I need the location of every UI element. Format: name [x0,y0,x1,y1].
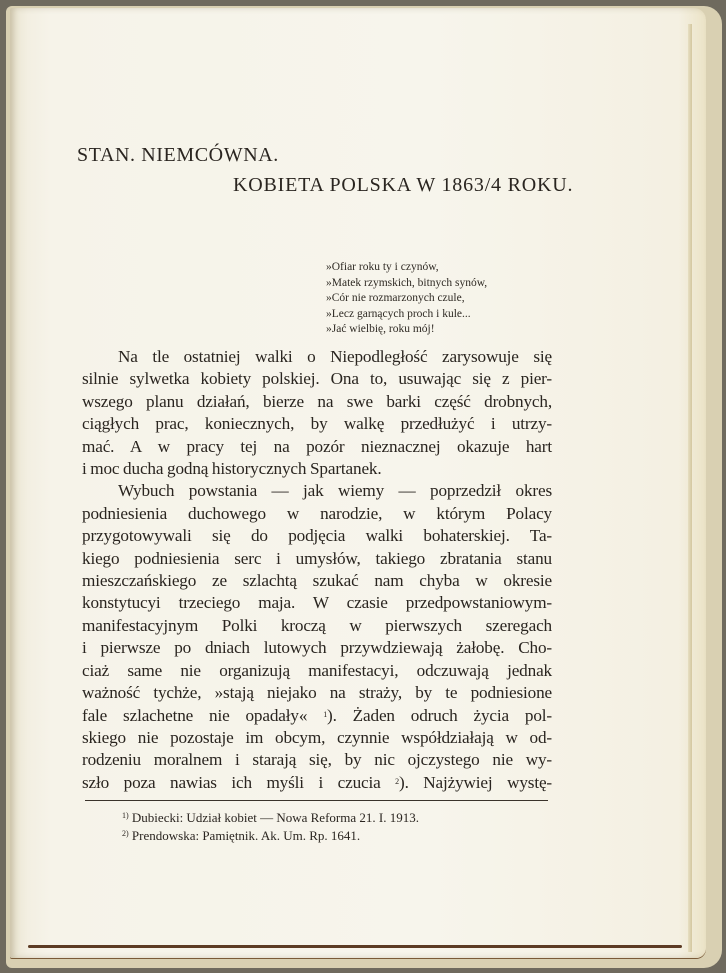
text-line: i pierwsze po dniach lutowych przywdziewają żałobę. Cho- [82,638,552,658]
text-line: przygotowywali się do podjęcia walki bohaterskiej. Ta- [82,526,552,546]
footnote-text: Dubiecki: Udział kobiet — Nowa Reforma 21. I. 1913. [131,810,419,825]
epigraph-line: »Ofiar roku ty i czynów, [326,261,439,273]
body-text [82,346,552,794]
epigraph-line: »Matek rzymskich, bitnych synów, [326,276,488,289]
text-segment: ). Żaden odruch życia pol- [327,705,552,725]
text-line: podniesienia duchowego w narodzie, w którym Polacy [82,503,552,523]
page-edge [688,24,692,952]
text-line: Wybuch powstania — jak wiemy — poprzedził okres [118,481,552,501]
text-line: wszego planu działań, bierze na swe barki część drobnych, [82,391,552,411]
text-line: skiego nie pozostaje im obcym, czynnie współdziałają w od- [82,727,552,747]
text-line: silnie sylwetka kobiety polskiej. Ona to, usuwając się z pier- [82,369,552,389]
text-line: i moc ducha godną historycznych Spartanek. [82,459,382,479]
text-line: mieszczańskiego ze szlachtą szukać nam chyba w okresie [82,571,552,591]
text-segment: ). Najżywiej wystę- [399,772,552,792]
text-segment: fale szlachetne nie opadały« [82,705,324,725]
footnote-text: Prendowska: Pamiętnik. Ak. Um. Rp. 1641. [131,828,361,843]
footnote [122,809,419,827]
text-line: ciągłych prac, koniecznych, by walkę przedłużyć i utrzy- [82,414,552,434]
epigraph [326,260,487,338]
author-name: STAN. NIEMCÓWNA. [77,144,279,166]
epigraph-line: »Lecz garnących proch i kule... [326,307,471,320]
epigraph-line: »Cór nie rozmarzonych czule, [326,292,465,304]
text-line [82,705,552,727]
text-segment: szło poza nawias ich myśli i czucia [82,772,396,792]
text-line: ważność tychże, »stają niejako na straży, by te podniesione [82,683,552,703]
text-line: Na tle ostatniej walki o Niepodległość zarysowuje się [118,347,552,366]
text-line: ciaż same nie organizują manifestacyi, odczuwają jednak [82,660,552,680]
footnote-mark: 1) [122,811,129,820]
footnote [122,827,419,845]
footnote-ref: 2 [395,776,399,786]
footnote-ref: 1 [323,709,328,719]
epigraph-line: »Jać wielbię, roku mój! [326,323,435,335]
text-line: konstytucyi trzeciego maja. W czasie przedpowstaniowym- [82,593,552,613]
text-line: manifestacyjnym Polki kroczą w pierwszych szeregach [82,615,552,635]
book-bottom-edge [28,945,682,948]
article-title: KOBIETA POLSKA W 1863/4 ROKU. [233,174,574,196]
text-line: rodzeniu moralnem i starają się, by nic ojczystego nie wy- [82,750,552,770]
text-line: kiego podniesienia serc i umysłów, takiego zbratania stanu [82,548,552,568]
footnote-divider [85,800,548,801]
footnote-mark: 2) [122,829,129,838]
footnotes [122,809,419,845]
text-line: mać. A w pracy tej na pozór nieznacznej okazuje hart [82,436,552,456]
text-line [82,772,552,794]
